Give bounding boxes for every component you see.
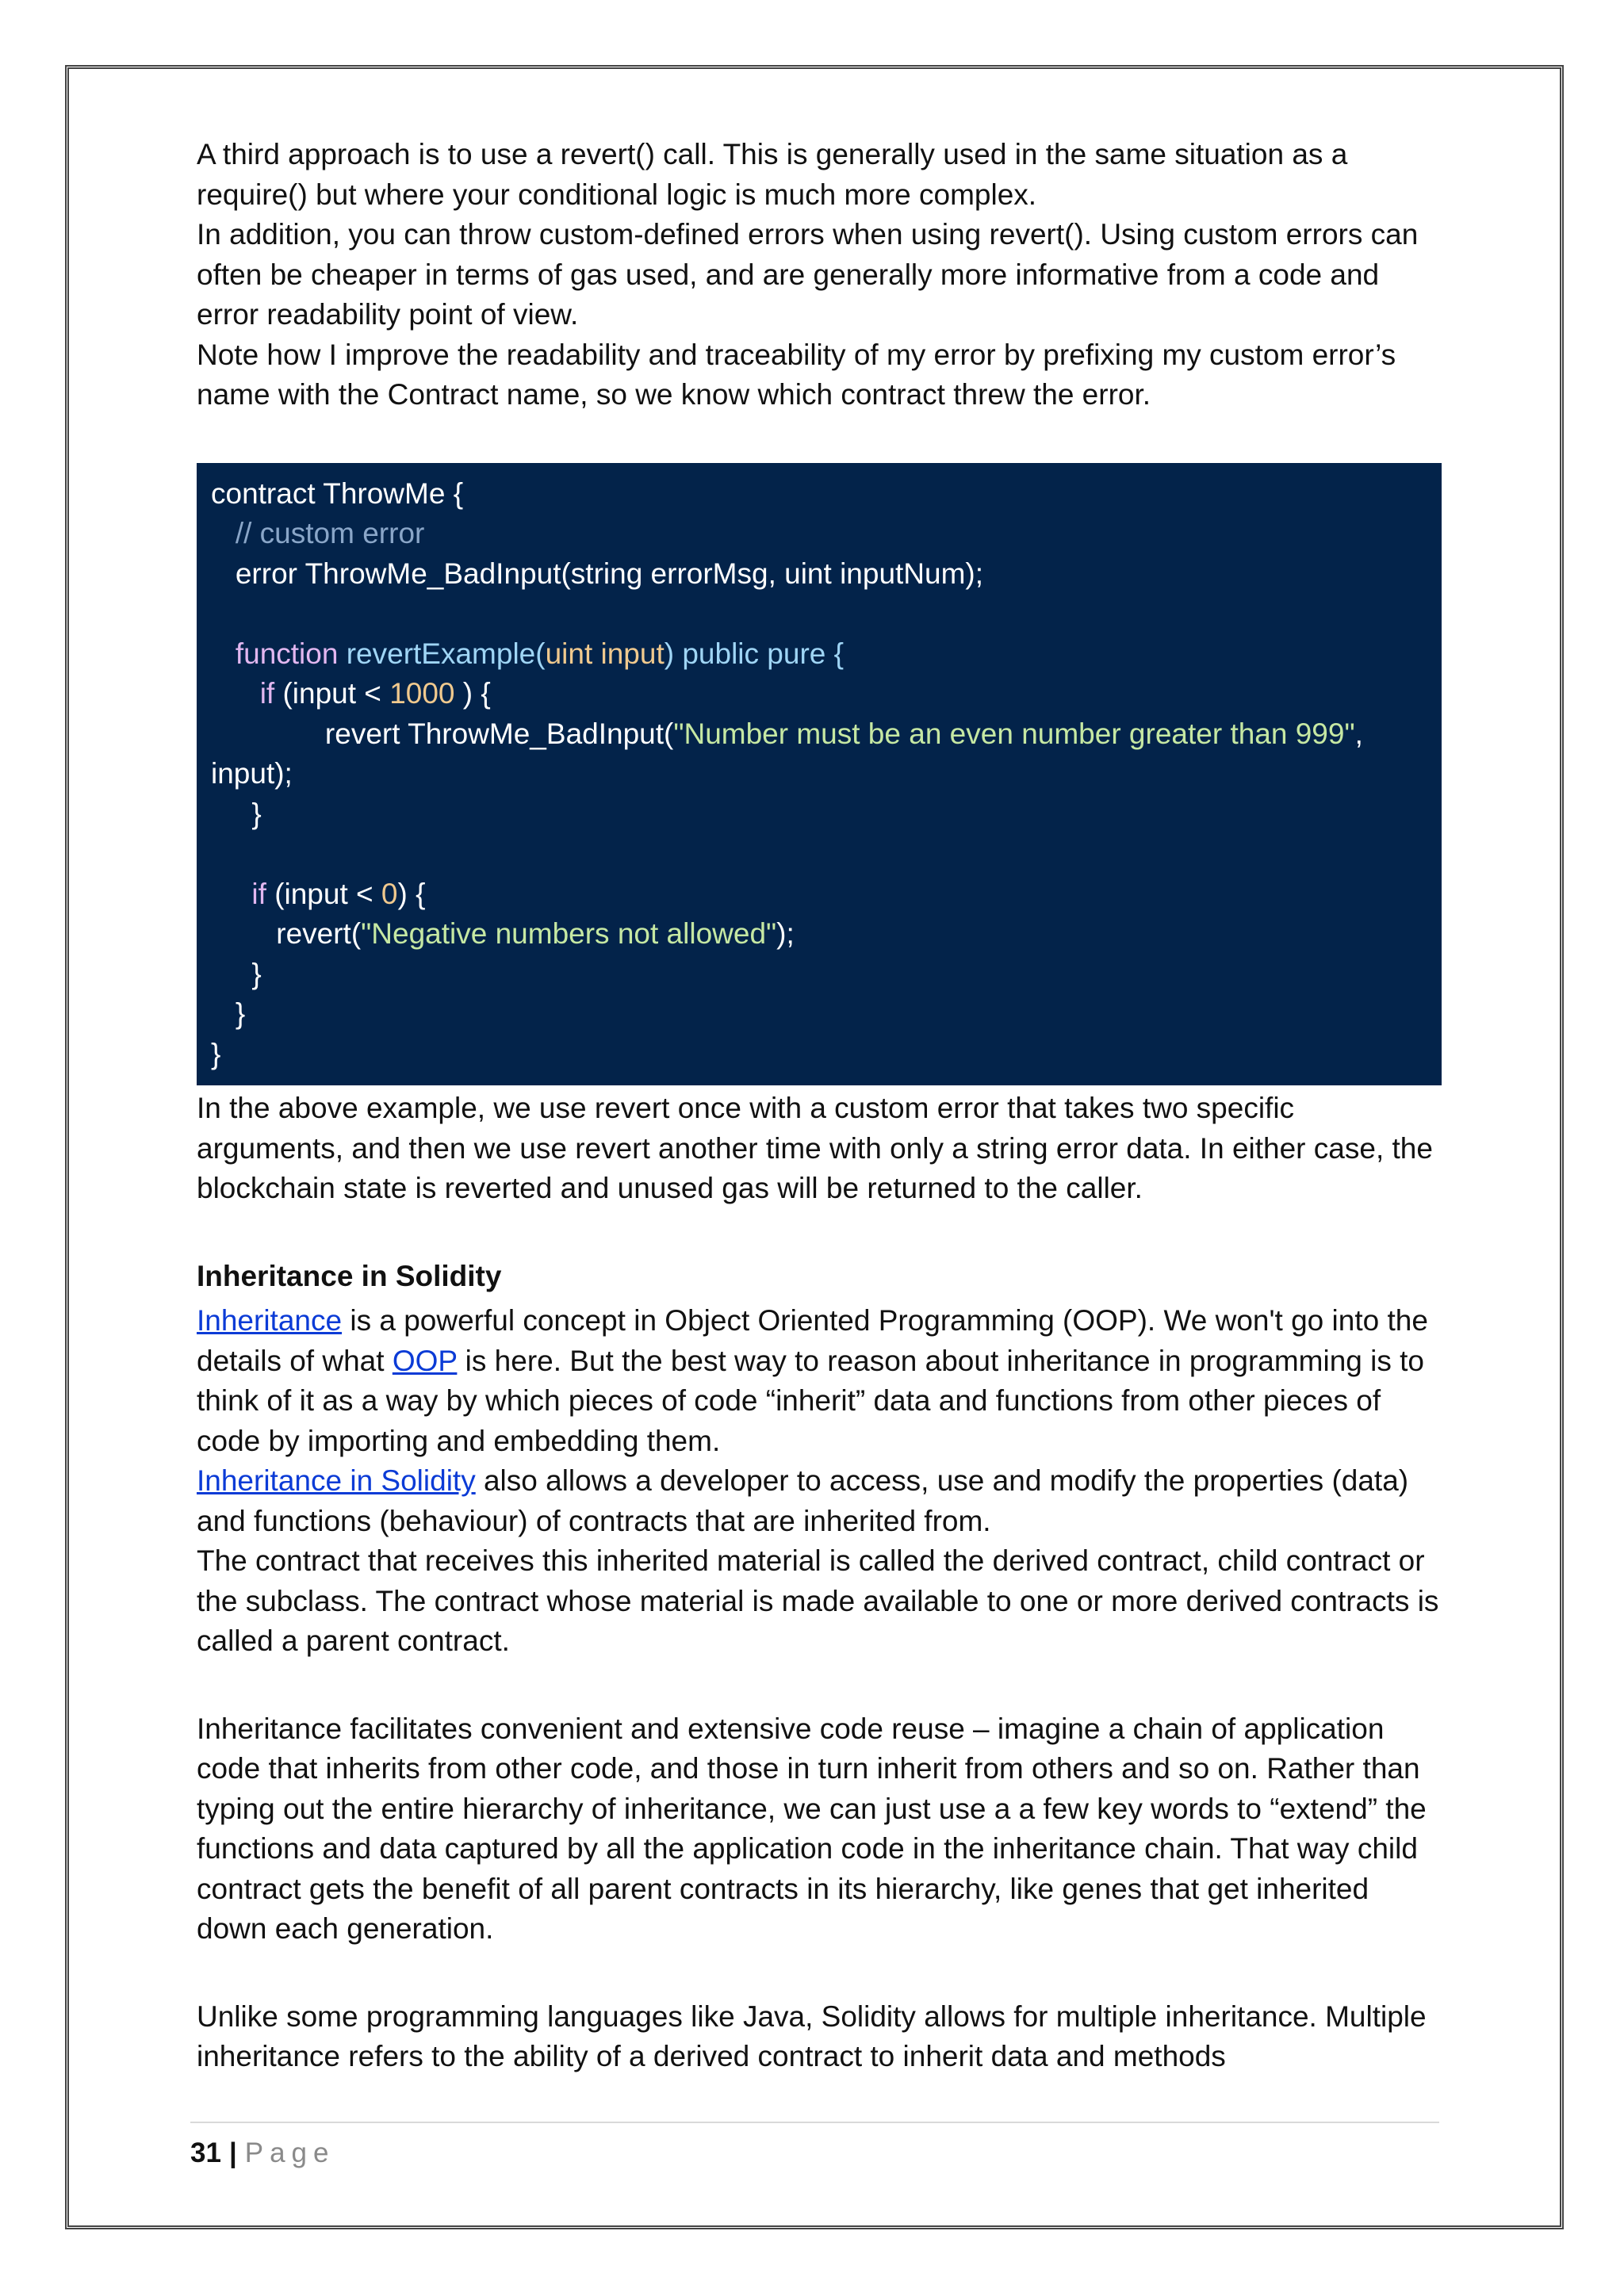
page-number: 31	[190, 2137, 221, 2168]
code-line	[211, 955, 1429, 995]
code-line	[211, 874, 1429, 915]
page-label: Page	[244, 2137, 335, 2168]
footer-separator: |	[228, 2137, 237, 2168]
code-line: contract ThrowMe {	[211, 476, 464, 510]
code-explanation-paragraph: In the above example, we use revert once with a custom error that takes two specific arguments, and then we use revert another time with only a string error data. In either case, the blockchain state is reverted and unused gas will be returned to the caller.	[197, 1092, 1433, 1204]
code-text: ) {	[454, 677, 491, 710]
section-heading: Inheritance in Solidity	[197, 1259, 502, 1292]
intro-paragraph-1: A third approach is to use a revert() call. This is generally used in the same situation as a require() but where your conditional logic is much more complex.	[197, 138, 1348, 211]
code-function-name: revertExample(	[346, 637, 546, 670]
code-line	[211, 674, 1429, 714]
code-text: (input <	[282, 677, 390, 710]
code-text: );	[776, 917, 795, 950]
spacer	[197, 1209, 1442, 1257]
page-footer	[190, 2122, 1439, 2169]
code-text: }	[251, 957, 262, 990]
code-line	[211, 714, 1429, 794]
code-string: "Number must be an even number greater than 999"	[673, 717, 1355, 750]
code-line	[211, 994, 1429, 1035]
code-number: 1000	[389, 677, 455, 710]
paragraph-text: also allows a developer to access, use and modify the properties (data) and functions (behaviour) of contracts that are inherited from.	[197, 1464, 1409, 1537]
intro-paragraph-3: Note how I improve the readability and traceability of my error by prefixing my custom error’s name with the Contract name, so we know which contract threw the error.	[197, 338, 1396, 411]
code-blank-line	[211, 594, 1429, 634]
intro-paragraph-2: In addition, you can throw custom-defined errors when using revert(). Using custom errors can often be cheaper in terms of gas used, and are generally more informative from a code and error readability point of view.	[197, 218, 1419, 331]
page-content	[197, 135, 1442, 2077]
code-text: }	[235, 997, 246, 1030]
inheritance-paragraph-4: Inheritance facilitates convenient and extensive code reuse – imagine a chain of application code that inherits from other code, and those in turn inherit from others and so on. Rather than typing out the entire hierarchy of inheritance, we can just use a a few key words to “extend” the functions and data captured by all the application code in the inheritance chain. That way child contract gets the benefit of all parent contracts in its hierarchy, like genes that get inherited down each generation.	[197, 1712, 1427, 1945]
inheritance-paragraph-3: The contract that receives this inherited material is called the derived contract, child contract or the subclass. The contract whose material is made available to one or more derived contracts is called a parent contract.	[197, 1544, 1439, 1657]
code-string: "Negative numbers not allowed"	[361, 917, 777, 950]
code-line	[211, 554, 1429, 595]
inheritance-paragraph-2	[197, 1461, 1442, 1541]
code-line	[211, 794, 1429, 835]
spacer	[197, 1950, 1442, 1997]
code-text: revert(	[276, 917, 362, 950]
paragraph-text: is here. But the best way to reason about inheritance in programming is to think of it as a way by which pieces of code “inherit” data and functions from other pieces of code by importing and embedding them.	[197, 1344, 1424, 1457]
code-keyword: if	[259, 677, 275, 710]
inheritance-paragraph-5: Unlike some programming languages like Java, Solidity allows for multiple inheritance. Multiple inheritance refers to the ability of a derived contract to inherit data and methods	[197, 1999, 1427, 2072]
code-keyword: function	[235, 637, 339, 670]
code-text: , input);	[211, 717, 1380, 790]
oop-link[interactable]: OOP	[392, 1344, 458, 1377]
code-text: ) {	[397, 877, 426, 910]
code-block	[197, 463, 1442, 1086]
code-keyword: if	[251, 877, 266, 910]
inheritance-link[interactable]: Inheritance	[197, 1304, 343, 1337]
code-text: revert ThrowMe_BadInput(	[324, 717, 674, 750]
code-text: }	[251, 797, 262, 830]
code-number: 0	[381, 877, 398, 910]
code-blank-line	[211, 834, 1429, 874]
code-line	[211, 914, 1429, 955]
code-modifiers: ) public pure {	[664, 637, 844, 670]
code-type: uint input	[545, 637, 665, 670]
code-line	[211, 634, 1429, 675]
code-text: (input <	[274, 877, 381, 910]
code-line: }	[211, 1037, 221, 1070]
code-text: error ThrowMe_BadInput(string errorMsg, uint inputNum);	[235, 557, 984, 590]
spacer	[197, 1662, 1442, 1709]
inheritance-paragraph-1	[197, 1301, 1442, 1461]
code-comment: // custom error	[235, 517, 425, 549]
paragraph-text: is a powerful concept in Object Oriented Programming (OOP). We won't go into the details of what	[197, 1304, 1428, 1377]
inheritance-in-solidity-link[interactable]: Inheritance in Solidity	[197, 1464, 476, 1497]
code-line	[211, 514, 1429, 554]
